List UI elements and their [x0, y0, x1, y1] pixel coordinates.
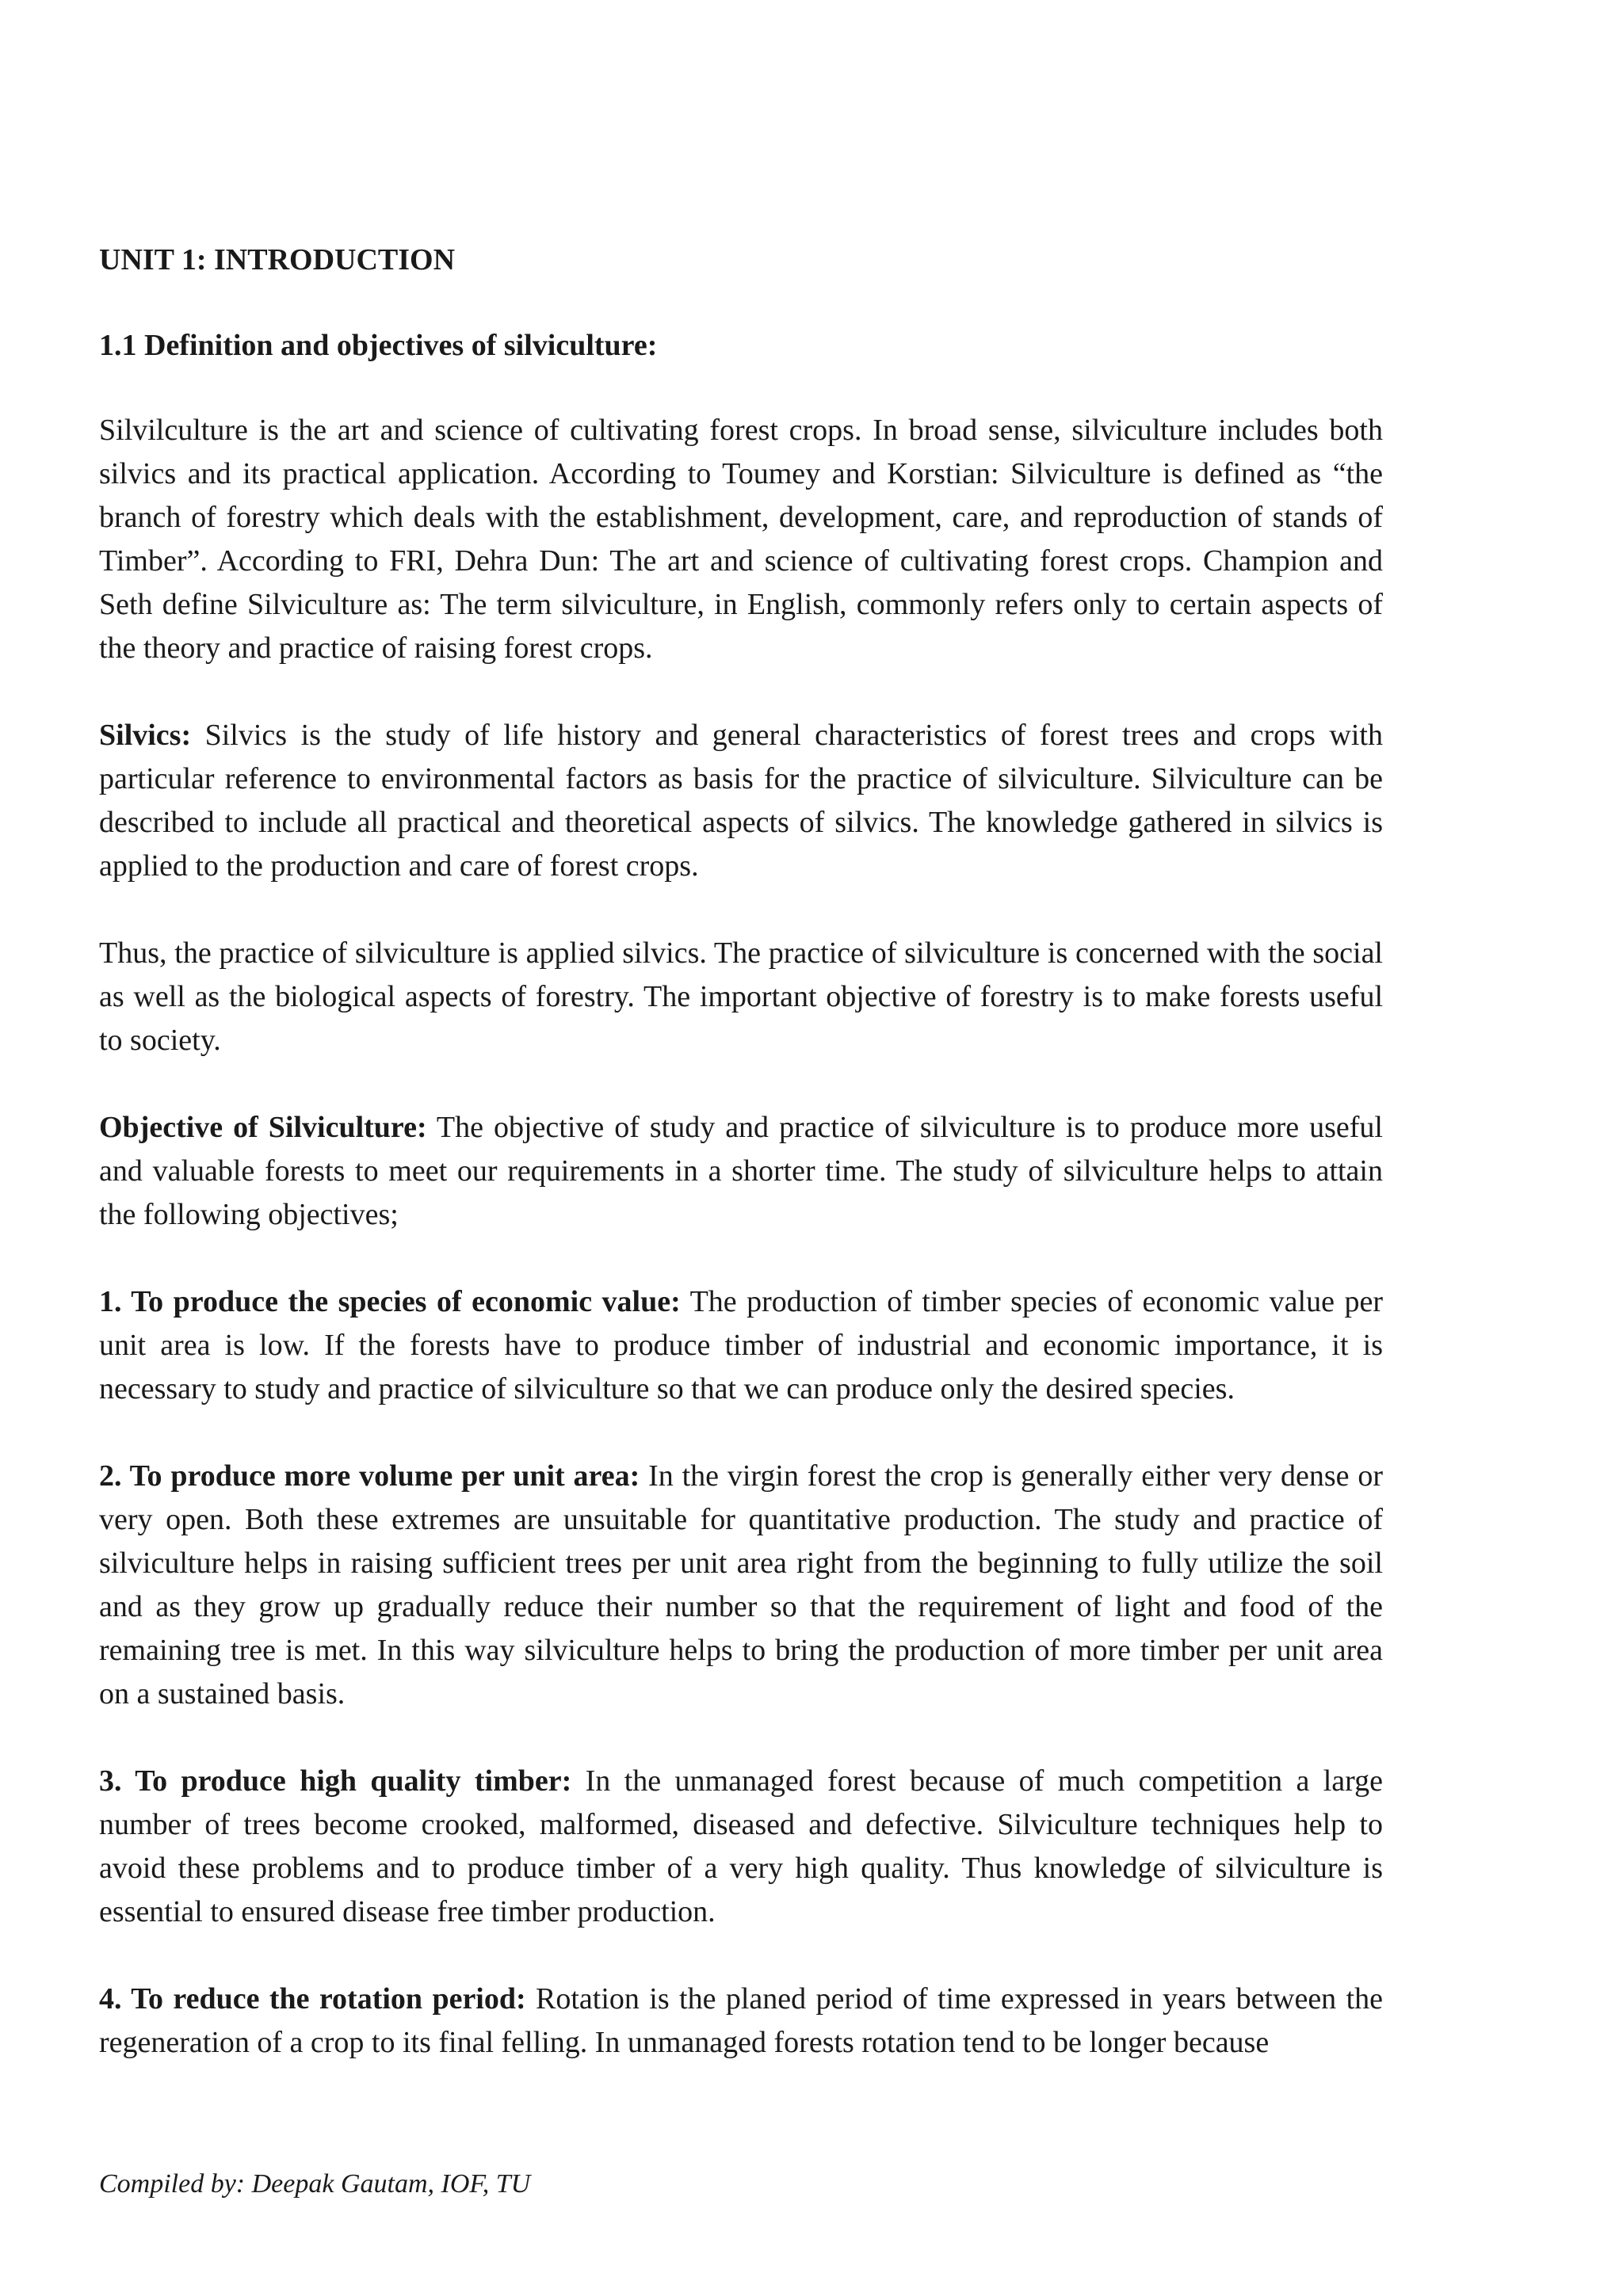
paragraph-applied-silvics [99, 932, 1383, 1062]
paragraph-text: Silvics is the study of life history and general characteristics of forest trees and crops with particular reference to environmental factors as basis for the practice of silviculture. Silviculture can be described to include all practical and theoretical aspects of silvics. The knowledge gathered in silvics is applied to the production and care of forest crops. [99, 719, 1383, 883]
paragraph-objective [99, 1106, 1383, 1237]
paragraph-objective-2 [99, 1455, 1383, 1716]
paragraph-text: In the virgin forest the crop is generally either very dense or very open. Both these extremes are unsuitable for quantitative production. The study and practice of silviculture helps in raising sufficient trees per unit area right from the beginning to fully utilize the soil and as they grow up gradually reduce their number so that the requirement of light and food of the remaining tree is met. In this way silviculture helps to bring the production of more timber per unit area on a sustained basis. [99, 1459, 1383, 1711]
paragraph-lead: 3. To produce high quality timber: [99, 1764, 572, 1798]
paragraph-objective-1 [99, 1280, 1383, 1411]
document-page [99, 238, 1383, 2108]
paragraph-silvics [99, 714, 1383, 888]
paragraph-definition [99, 409, 1383, 670]
paragraph-text: Silvilculture is the art and science of cultivating forest crops. In broad sense, silviculture includes both silvics and its practical application. According to Toumey and Korstian: Silviculture is defined as “the branch of forestry which deals with the establishment, development, care, and reproduction of stands of Timber”. According to FRI, Dehra Dun: The art and science of cultivating forest crops. Champion and Seth define Silviculture as: The term silviculture, in English, commonly refers only to certain aspects of the theory and practice of raising forest crops. [99, 414, 1383, 665]
paragraph-lead: 4. To reduce the rotation period: [99, 1982, 526, 2016]
unit-title: UNIT 1: INTRODUCTION [99, 243, 456, 277]
paragraph-lead: 1. To produce the species of economic value: [99, 1285, 681, 1318]
page-footer: Compiled by: Deepak Gautam, IOF, TU [99, 2169, 531, 2199]
paragraph-text: The production of timber species of economic value per unit area is low. If the forests have to produce timber of industrial and economic importance, it is necessary to study and practice of silviculture so that we can produce only the desired species. [99, 1285, 1383, 1405]
paragraph-lead: 2. To produce more volume per unit area: [99, 1459, 640, 1493]
paragraph-text: Thus, the practice of silviculture is applied silvics. The practice of silviculture is concerned with the social as well as the biological aspects of forestry. The important objective of forestry is to make forests useful to society. [99, 936, 1383, 1057]
paragraph-text: The objective of study and practice of silviculture is to produce more useful and valuable forests to meet our requirements in a shorter time. The study of silviculture helps to attain the following objectives; [99, 1111, 1383, 1231]
paragraph-lead: Objective of Silviculture: [99, 1111, 427, 1144]
paragraph-text: In the unmanaged forest because of much competition a large number of trees become crooked, malformed, diseased and defective. Silviculture techniques help to avoid these problems and to produce timber of a very high quality. Thus knowledge of silviculture is essential to ensured disease free timber production. [99, 1764, 1384, 1928]
paragraph-objective-4 [99, 1978, 1383, 2065]
section-heading: 1.1 Definition and objectives of silviculture: [99, 329, 658, 362]
paragraph-text: Rotation is the planed period of time expressed in years between the regeneration of a crop to its final felling. In unmanaged forests rotation tend to be longer because [99, 1982, 1383, 2059]
paragraph-objective-3 [99, 1760, 1383, 1934]
paragraph-lead: Silvics: [99, 719, 192, 752]
